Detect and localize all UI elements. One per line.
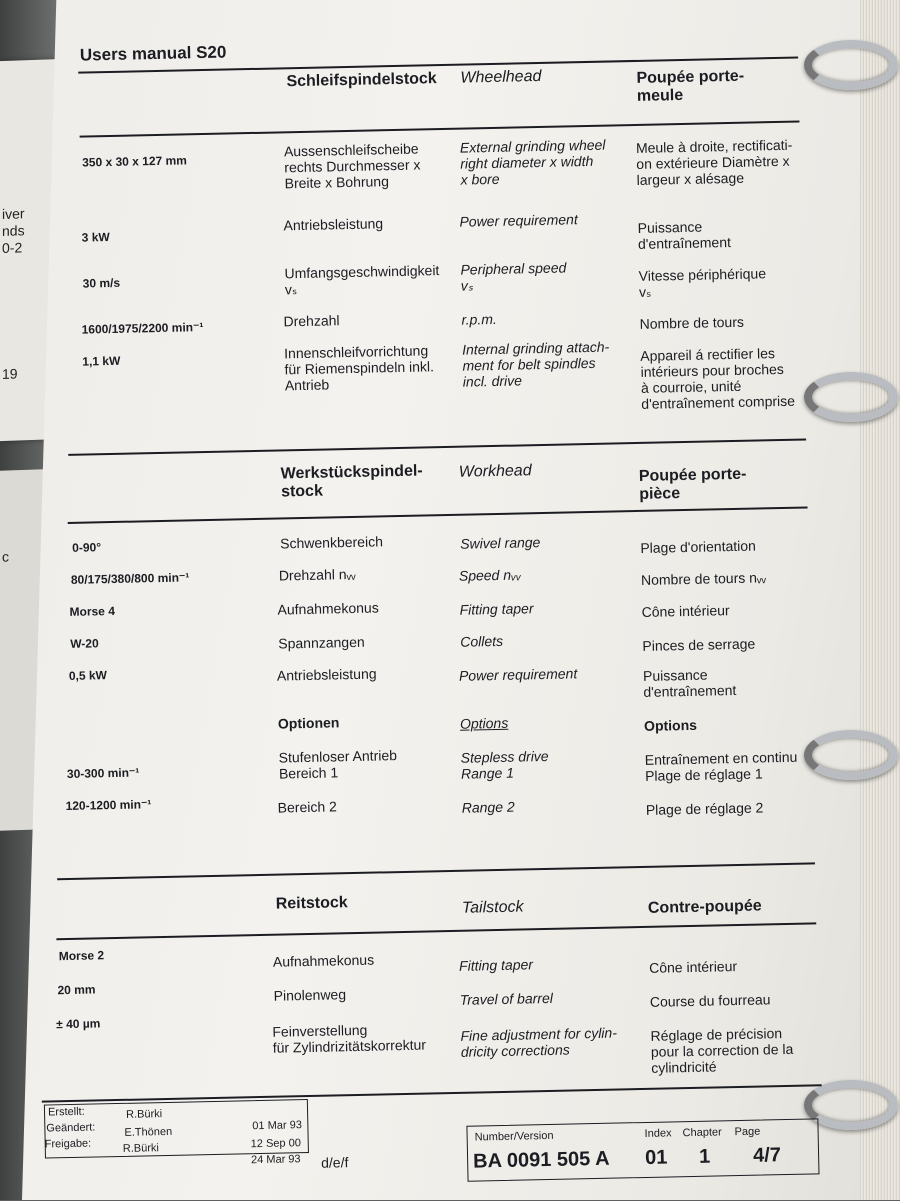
spec-label-en: Collets [460, 632, 504, 650]
spec-value: 30 m/s [82, 275, 121, 291]
chapter-label: Chapter [682, 1126, 722, 1140]
spec-label-fr: Vitesse périphérique vₛ [638, 265, 767, 300]
erstellt-name: R.Bürki [125, 1108, 163, 1121]
geandert-name: E.Thönen [124, 1125, 173, 1139]
index-label: Index [644, 1127, 672, 1140]
section-heading-de: Schleifspindelstock [286, 70, 437, 91]
spec-label-de: Drehzahl [283, 312, 340, 330]
page-label: Page [734, 1125, 761, 1139]
spec-value: 1600/1975/2200 min⁻¹ [81, 320, 204, 337]
erstellt-label: Erstellt: [47, 1105, 85, 1119]
spec-label-en: Peripheral speed vₛ [460, 259, 567, 294]
options-heading-en: Options [459, 714, 509, 732]
spec-label-de: Aufnahmekonus [272, 951, 375, 970]
language-code: d/e/f [320, 1154, 349, 1171]
spec-value: 120-1200 min⁻¹ [65, 797, 152, 814]
divider [42, 1084, 822, 1102]
spec-value: 30-300 min⁻¹ [66, 765, 140, 782]
spec-label-de: Innenschleifvorrichtung für Riemenspindeln inkl. Antrieb [284, 342, 435, 394]
spec-label-fr: Cône intérieur [648, 958, 738, 976]
spec-label-de: Umfangsgeschwindigkeit vₛ [284, 262, 440, 298]
spec-label-fr: Nombre de tours [639, 313, 745, 332]
spec-value: 0,5 kW [68, 668, 108, 683]
spec-label-de: Antriebsleistung [283, 215, 384, 234]
divider [80, 121, 800, 138]
spec-value: 20 mm [57, 982, 96, 998]
spec-label-fr: Meule à droite, rectificati- on extérieure Diamètre x largeur x alésage [635, 136, 793, 188]
margin-fragment: iver [2, 205, 25, 223]
spec-value: 1,1 kW [82, 353, 121, 369]
section-heading-en: Wheelhead [460, 67, 542, 87]
spec-value: Morse 4 [69, 603, 116, 619]
margin-fragment: c [2, 548, 9, 565]
section-heading-de: Werkstückspindel- stock [280, 462, 423, 501]
spec-label-en: Internal grinding attach- ment for belt spindles incl. drive [461, 338, 610, 390]
freigabe-label: Freigabe: [44, 1137, 92, 1151]
spec-label-de: Feinverstellung für Zylindrizitätskorrektur [272, 1021, 427, 1056]
erstellt-date: 01 Mar 93 [252, 1119, 303, 1133]
page-value: 4/7 [752, 1144, 782, 1167]
number-label: Number/Version [474, 1129, 554, 1144]
spec-label-fr: Course du fourreau [649, 991, 771, 1010]
spec-label-de: Drehzahl nᵥᵥ [278, 565, 356, 584]
spec-label-de: Pinolenweg [273, 986, 347, 1004]
spec-label-fr: Cône intérieur [641, 602, 730, 620]
spec-label-fr: Plage d'orientation [640, 537, 757, 556]
spec-label-en: Fitting taper [459, 600, 534, 618]
spec-label-de: Bereich 2 [277, 798, 338, 816]
spec-value: 3 kW [81, 229, 110, 245]
divider [68, 438, 806, 455]
spec-value: 350 x 30 x 127 mm [82, 153, 188, 170]
margin-fragment: 19 [2, 365, 18, 383]
margin-fragment: nds [2, 222, 25, 240]
spec-label-fr: Appareil á rectifier les intérieurs pour broches à courroie, unité d'entraînement comprise [640, 345, 796, 412]
spec-label-en: Stepless drive Range 1 [460, 747, 549, 782]
spec-label-en: r.p.m. [461, 310, 497, 328]
spec-label-en: Power requirement [459, 211, 578, 230]
manual-title: Users manual S20 [79, 42, 227, 65]
spec-label-de: Aussenschleifscheibe rechts Durchmesser x Breite x Bohrung [283, 140, 421, 192]
spec-label-en: Fitting taper [458, 956, 534, 974]
spec-label-en: Fine adjustment for cylin- dricity corrections [460, 1024, 618, 1060]
spec-label-fr: Puissance d'entraînement [637, 218, 732, 252]
chapter-value: 1 [698, 1145, 711, 1168]
geandert-label: Geändert: [46, 1121, 96, 1135]
spec-value: 0-90° [72, 540, 102, 555]
section-heading-fr: Poupée porte- meule [636, 67, 745, 105]
freigabe-name: R.Bürki [122, 1142, 159, 1155]
divider [68, 506, 808, 523]
number-value: BA 0091 505 A [472, 1147, 610, 1173]
spec-label-de: Spannzangen [278, 633, 365, 652]
section-heading-fr: Contre-poupée [647, 897, 762, 917]
margin-fragment: 0-2 [2, 239, 23, 257]
spec-label-fr: Plage de réglage 2 [645, 799, 764, 818]
spec-label-fr: Nombre de tours nᵥᵥ [640, 569, 767, 588]
spec-label-de: Stufenloser Antrieb Bereich 1 [278, 747, 398, 782]
spec-label-fr: Pinces de serrage [642, 635, 756, 654]
spec-value: 80/175/380/800 min⁻¹ [70, 570, 190, 587]
spec-label-fr: Réglage de précision pour la correction de la cylindricité [650, 1025, 794, 1076]
index-value: 01 [644, 1146, 668, 1169]
section-heading-fr: Poupée porte- pièce [638, 465, 747, 503]
spec-value: Morse 2 [58, 948, 105, 964]
spec-label-fr: Entraînement en continu Plage de réglage 1 [644, 748, 798, 784]
options-heading-fr: Options [643, 716, 698, 734]
section-heading-de: Reitstock [275, 894, 348, 913]
spec-label-de: Schwenkbereich [280, 533, 384, 552]
spec-label-de: Aufnahmekonus [277, 599, 379, 618]
spec-value: ± 40 µm [56, 1016, 101, 1032]
spec-label-en: Swivel range [460, 534, 541, 552]
spec-value: W-20 [70, 636, 99, 651]
spec-label-en: Range 2 [461, 798, 515, 816]
spec-label-en: Travel of barrel [459, 989, 554, 1008]
section-heading-en: Tailstock [461, 898, 524, 917]
spec-label-fr: Puissance d'entraînement [642, 666, 737, 700]
section-heading-en: Workhead [458, 462, 532, 481]
spec-label-en: Speed nᵥᵥ [458, 566, 522, 584]
divider [57, 862, 815, 880]
spec-label-en: Power requirement [458, 665, 578, 684]
freigabe-date: 24 Mar 93 [250, 1153, 301, 1167]
geandert-date: 12 Sep 00 [250, 1137, 302, 1151]
divider [56, 922, 816, 940]
spec-label-de: Antriebsleistung [276, 665, 377, 684]
options-heading-de: Optionen [277, 714, 340, 732]
spec-label-en: External grinding wheel right diameter x width x bore [459, 136, 606, 188]
